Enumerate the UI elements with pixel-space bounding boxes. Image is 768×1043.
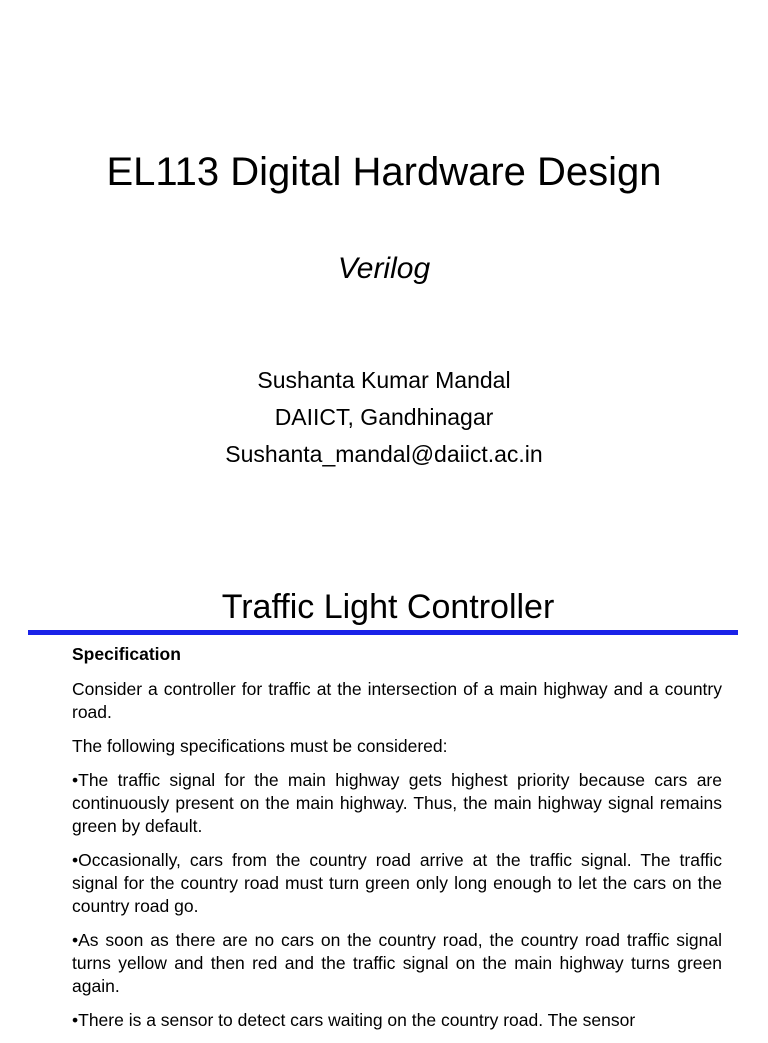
body-paragraph: Consider a controller for traffic at the intersection of a main highway and a country road. xyxy=(72,679,722,722)
title-divider xyxy=(28,630,738,635)
bullet-paragraph: •As soon as there are no cars on the country road, the country road traffic signal turns yellow and then red and the traffic signal on the main highway turns green again. xyxy=(72,930,722,996)
bullet-paragraph: •There is a sensor to detect cars waiting on the country road. The sensor xyxy=(72,1010,636,1030)
bullet-paragraph: •Occasionally, cars from the country road arrive at the traffic signal. The traffic signal for the country road must turn green only long enough to let the cars on the country road go. xyxy=(72,850,722,916)
author-name: Sushanta Kumar Mandal xyxy=(257,367,511,393)
slide-body xyxy=(72,643,722,1043)
body-paragraph: The following specifications must be considered: xyxy=(72,736,448,756)
author-email: Sushanta_mandal@daiict.ac.in xyxy=(225,441,543,467)
course-title: EL113 Digital Hardware Design xyxy=(106,150,662,194)
author-institution: DAIICT, Gandhinagar xyxy=(274,404,494,430)
bullet-paragraph: •The traffic signal for the main highway gets highest priority because cars are continuously present on the main highway. Thus, the main highway signal remains green by default. xyxy=(72,770,722,836)
author-block xyxy=(0,362,768,473)
course-subtitle: Verilog xyxy=(337,252,431,285)
section-heading: Specification xyxy=(72,644,181,664)
traffic-light-slide xyxy=(0,560,768,1030)
slide-title: Traffic Light Controller xyxy=(221,588,555,626)
